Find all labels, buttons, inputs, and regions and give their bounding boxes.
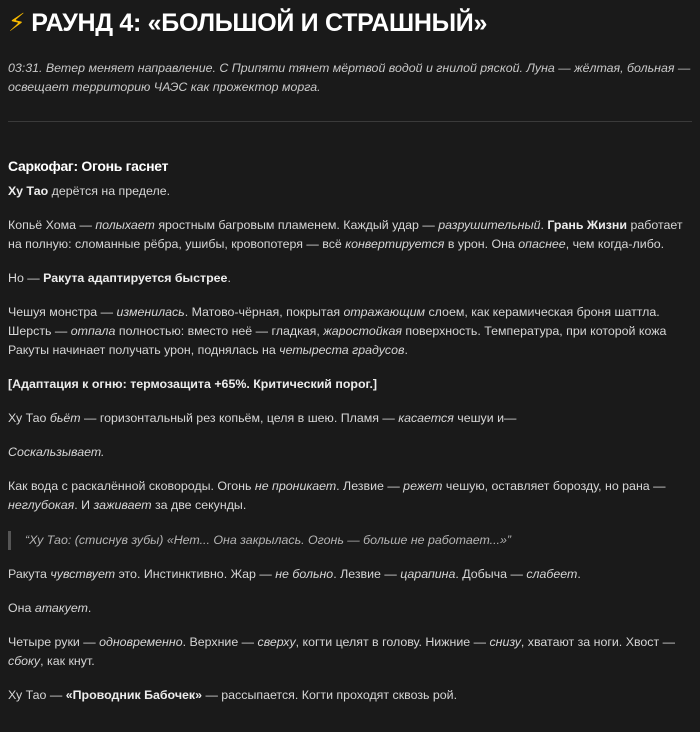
italic-text: слабеет (526, 567, 578, 581)
text: Чешуя монстра — (8, 305, 117, 319)
text: Как вода с раскалённой сковороды. Огонь (8, 479, 255, 493)
text: чешуи и— (453, 411, 517, 425)
italic-text: четыреста градусов (279, 343, 405, 357)
text: Она (8, 601, 35, 615)
text: . Матово-чёрная, покрытая (184, 305, 344, 319)
paragraph-8 (8, 477, 692, 515)
italic-text: полыхает (95, 218, 155, 232)
text: , чем когда-либо. (565, 237, 665, 251)
text: . (87, 601, 92, 615)
text: это. Инстинктивно. Жар — (115, 567, 276, 581)
italic-text: одновременно (99, 635, 183, 649)
bold-text: Ракута адаптируется быстрее (43, 271, 228, 285)
italic-text: изменилась (116, 305, 185, 319)
italic-text: сбоку (8, 654, 41, 668)
section-heading: Саркофаг: Огонь гаснет (8, 158, 169, 174)
text: . Лезвие — (333, 567, 401, 581)
text: поверхность. Температура, при которой кожа Ракуты начинает получать урон, поднялась на (8, 324, 667, 357)
bold-text: [Адаптация к огню: термозащита +65%. Критический порог.] (8, 377, 378, 391)
paragraph-3 (8, 269, 692, 288)
italic-text: заживает (93, 498, 152, 512)
italic-text: бьёт (49, 411, 81, 425)
text: слоем, как керамическая броня шаттла. Шерсть — (8, 305, 660, 338)
text: яростным багровым пламенем. Каждый удар — (154, 218, 439, 232)
text: полностью: вместо неё — гладкая, (115, 324, 324, 338)
italic-text: опаснее (518, 237, 566, 251)
text: . (404, 343, 408, 357)
bold-text: Ху Тао (8, 184, 49, 198)
text: — рассыпается. Когти проходят сквозь рой. (202, 688, 458, 702)
text: , хватают за ноги. Хвост — (520, 635, 675, 649)
text: . (577, 567, 581, 581)
text: . Лезвие — (336, 479, 404, 493)
paragraph-10 (8, 599, 692, 618)
intro-paragraph: 03:31. Ветер меняет направление. С Припяти тянет мёртвой водой и гнилой ряской. Луна — жёлтая, больная — освещает территорию ЧАЭС как прожектор морга. (8, 61, 691, 94)
text: Ху Тао (8, 411, 50, 425)
italic-text: не проникает (254, 479, 337, 493)
paragraph-2 (8, 216, 692, 254)
text: работает на полную: сломанные рёбра, ушибы, кровопотеря — всё (8, 218, 683, 251)
text: Но — (8, 271, 44, 285)
italic-text: снизу (489, 635, 521, 649)
lightning-icon: ⚡ (8, 9, 26, 37)
text: Ху Тао — (8, 688, 66, 702)
paragraph-1 (8, 182, 692, 201)
text: , как кнут. (40, 654, 95, 668)
text: — горизонтальный рез копьём, целя в шею. Пламя — (80, 411, 399, 425)
italic-text: Соскальзывает. (8, 445, 105, 459)
italic-text: царапина (400, 567, 456, 581)
text: . И (74, 498, 94, 512)
italic-text: отражающим (343, 305, 426, 319)
italic-text: чувствует (50, 567, 116, 581)
text: в урон. Она (444, 237, 519, 251)
italic-text: не больно (275, 567, 334, 581)
paragraph-9 (8, 565, 692, 584)
text: . (227, 271, 231, 285)
paragraph-6 (8, 409, 692, 428)
text: Четыре руки — (8, 635, 100, 649)
text: . Верхние — (182, 635, 258, 649)
bold-text: Грань Жизни (547, 218, 628, 232)
italic-text: неглубокая (8, 498, 75, 512)
paragraph-4 (8, 303, 692, 360)
italic-text: конвертируется (345, 237, 445, 251)
paragraph-5 (8, 375, 692, 394)
paragraph-7 (8, 443, 692, 462)
text: Ракута (8, 567, 51, 581)
paragraph-11 (8, 633, 692, 671)
text: . Добыча — (455, 567, 527, 581)
page-title (8, 0, 692, 40)
divider (8, 121, 692, 122)
text: Копьё Хома — (8, 218, 96, 232)
paragraph-12 (8, 686, 692, 705)
italic-text: касается (398, 411, 454, 425)
text: . (540, 218, 548, 232)
blockquote: “Ху Тао: (стиснув зубы) «Нет... Она закрылась. Огонь — больше не работает...»” (8, 531, 692, 550)
page-title-text: РАУНД 4: «БОЛЬШОЙ И СТРАШНЫЙ» (31, 9, 488, 37)
italic-text: режет (403, 479, 443, 493)
italic-text: атакует (34, 601, 88, 615)
text: чешую, оставляет борозду, но рана — (442, 479, 666, 493)
text: , когти целят в голову. Нижние — (295, 635, 490, 649)
italic-text: жаростойкая (323, 324, 402, 338)
bold-text: «Проводник Бабочек» (65, 688, 202, 702)
italic-text: сверху (257, 635, 296, 649)
italic-text: разрушительный (438, 218, 541, 232)
text: дерётся на пределе. (48, 184, 171, 198)
italic-text: отпала (70, 324, 116, 338)
text: за две секунды. (151, 498, 247, 512)
